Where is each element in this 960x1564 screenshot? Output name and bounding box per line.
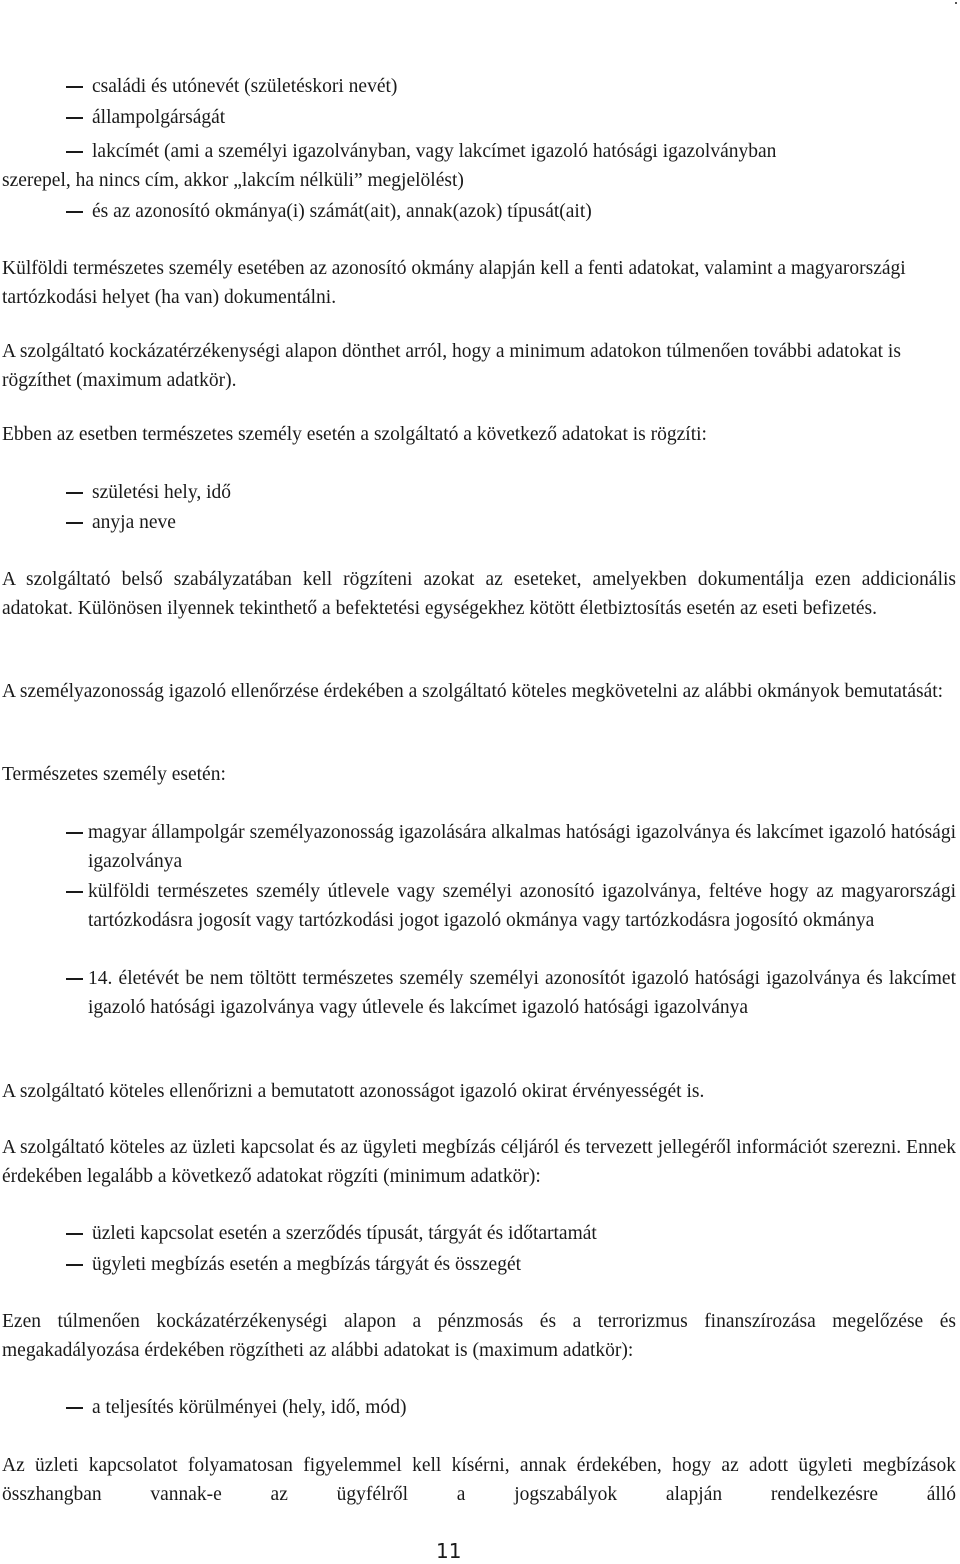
dash-bullet-icon: [66, 86, 83, 88]
paragraph-ebben: Ebben az esetben természetes személy esetén a szolgáltató a következő adatokat is rögzíti:: [2, 424, 707, 445]
dash-bullet-icon: [66, 522, 83, 524]
dash-bullet-icon: [66, 1264, 83, 1266]
list-item: a teljesítés körülményei (hely, idő, mód): [92, 1393, 862, 1422]
list-item: magyar állampolgár személyazonosság igazolására alkalmas hatósági igazolványa és lakcímet igazoló hatósági igazolványa: [88, 818, 956, 876]
list-item: külföldi természetes személy útlevele vagy személyi azonosító igazolványa, feltéve hogy az magyarországi tartózkodásra jogosít vagy tartózkodási jogot igazoló okmánya vagy tartózkodásra jogosító okmánya: [88, 877, 956, 935]
paragraph-business: A szolgáltató köteles az üzleti kapcsolat és az ügyleti megbízás céljáról és tervezett jellegéről információt szerezni. Ennek érdekében legalább a következő adatokat rögzíti (minimum adatkör):: [2, 1137, 956, 1187]
list-item: állampolgárságát: [92, 103, 862, 132]
list-item: üzleti kapcsolat esetén a szerződés típusát, tárgyát és időtartamát: [92, 1219, 952, 1248]
dash-bullet-icon: [66, 832, 83, 834]
heading-natural-person: Természetes személy esetén:: [2, 764, 226, 785]
list-item: ügyleti megbízás esetén a megbízás tárgyát és összegét: [92, 1250, 952, 1279]
page-number: 11: [436, 1539, 462, 1563]
paragraph-validity: A szolgáltató köteles ellenőrizni a bemutatott azonosságot igazoló okirat érvényességét is.: [2, 1081, 705, 1102]
list-item: lakcímét (ami a személyi igazolványban, vagy lakcímet igazoló hatósági igazolványban: [92, 137, 956, 166]
paragraph-internal: A szolgáltató belső szabályzatában kell rögzíteni azokat az eseteket, amelyekben dokumentálja ezen addicionális adatokat. Különösen ilyennek tekinthető a befektetési egységekhez kötött életbiztosítás esetén az eseti befizetés.: [2, 569, 956, 619]
dash-bullet-icon: [66, 1233, 83, 1235]
paragraph-monitor: Az üzleti kapcsolatot folyamatosan figyelemmel kell kísérni, annak érdekében, hogy az adott ügyleti megbízások összhangban vannak-e az ügyfélről a jogszabályok alapján rendelkezésre álló: [2, 1455, 956, 1505]
paragraph-risk: A szolgáltató kockázatérzékenységi alapon dönthet arról, hogy a minimum adatokon túlmenően további adatokat is rögzíthet (maximum adatkör).: [2, 341, 901, 391]
corner-mark: [955, 2, 957, 4]
dash-bullet-icon: [66, 978, 83, 980]
dash-bullet-icon: [66, 211, 83, 213]
list-item-continuation: szerepel, ha nincs cím, akkor „lakcím nélküli” megjelölést): [2, 170, 464, 191]
paragraph-beyond: Ezen túlmenően kockázatérzékenységi alapon a pénzmosás és a terrorizmus finanszírozása megelőzése és megakadályozása érdekében rögzítheti az alábbi adatokat is (maximum adatkör):: [2, 1311, 956, 1361]
dash-bullet-icon: [66, 151, 83, 153]
paragraph-foreign: Külföldi természetes személy esetében az azonosító okmány alapján kell a fenti adatokat, valamint a magyarországi tartózkodási helyet (ha van) dokumentálni.: [2, 258, 906, 308]
dash-bullet-icon: [66, 117, 83, 119]
list-item: 14. életévét be nem töltött természetes személy személyi azonosítót igazoló hatósági igazolványa és lakcímet igazoló hatósági igazolványa vagy útlevele és lakcímet igazoló hatósági igazolványa: [88, 964, 956, 1022]
list-item: családi és utónevét (születéskori nevét): [92, 72, 862, 101]
dash-bullet-icon: [66, 891, 83, 893]
dash-bullet-icon: [66, 1407, 83, 1409]
dash-bullet-icon: [66, 492, 83, 494]
list-item: anyja neve: [92, 508, 862, 537]
paragraph-identity: A személyazonosság igazoló ellenőrzése érdekében a szolgáltató köteles megkövetelni az alábbi okmányok bemutatását:: [2, 681, 944, 702]
list-item: születési hely, idő: [92, 478, 862, 507]
list-item: és az azonosító okmánya(i) számát(ait), annak(azok) típusát(ait): [92, 197, 956, 226]
